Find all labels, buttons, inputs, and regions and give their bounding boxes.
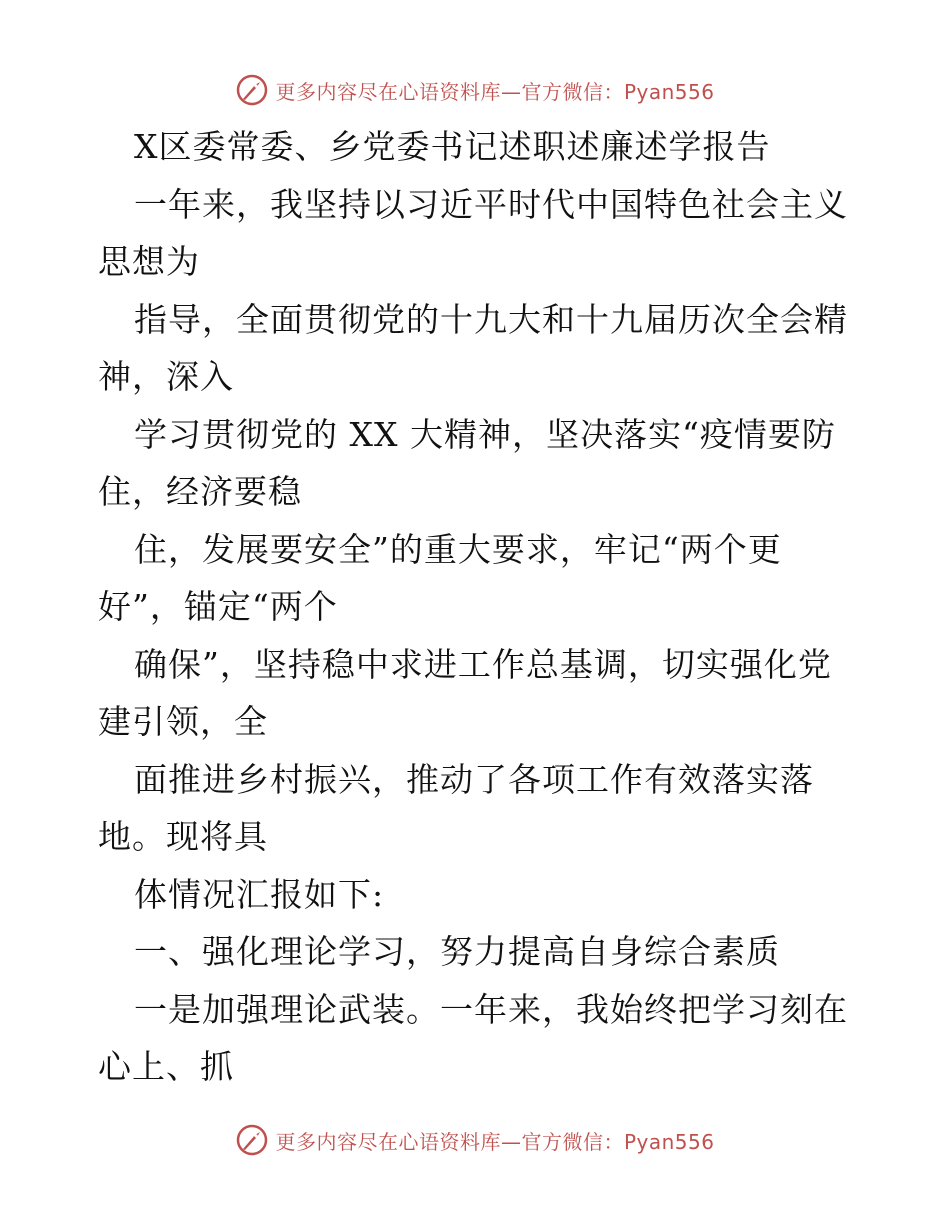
pen-nib-logo-icon	[235, 1123, 269, 1157]
paragraph-line: 面推进乡村振兴，推动了各项工作有效落实落	[134, 759, 814, 799]
paragraph-line: 体情况汇报如下:	[134, 874, 385, 914]
banner-text: 更多内容尽在心语资料库—官方微信：Pyan556	[275, 1129, 715, 1154]
report-title: X区委常委、乡党委书记述职述廉述学报告	[134, 127, 771, 166]
paragraph-line: 指导，全面贯彻党的十九大和十九届历次全会精	[134, 299, 848, 339]
paragraph-line: 学习贯彻党的 XX 大精神，坚决落实“疫情要防	[134, 414, 836, 454]
footer-banner	[0, 1120, 950, 1160]
paragraph-line: 心上、抓	[98, 1047, 234, 1086]
paragraph-line: 住，发展要安全”的重大要求，牢记“两个更	[134, 529, 782, 569]
paragraph-line: 一是加强理论武装。一年来，我始终把学习刻在	[134, 989, 848, 1029]
document-body	[98, 118, 858, 1096]
paragraph-line: 住，经济要稳	[98, 472, 302, 511]
paragraph-line: 神，深入	[98, 357, 234, 396]
header-banner	[0, 70, 950, 110]
banner-text: 更多内容尽在心语资料库—官方微信：Pyan556	[275, 79, 715, 104]
section-heading: 一、强化理论学习，努力提高自身综合素质	[134, 932, 780, 971]
paragraph-line: 确保”，坚持稳中求进工作总基调，切实强化党	[134, 644, 832, 684]
paragraph-line: 思想为	[98, 242, 200, 281]
pen-nib-logo-icon	[235, 73, 269, 107]
paragraph-line: 地。现将具	[98, 817, 268, 856]
paragraph-line: 一年来，我坚持以习近平时代中国特色社会主义	[134, 184, 848, 224]
paragraph-line: 建引领，全	[98, 702, 268, 741]
paragraph-line: 好”，锚定“两个	[98, 587, 338, 626]
